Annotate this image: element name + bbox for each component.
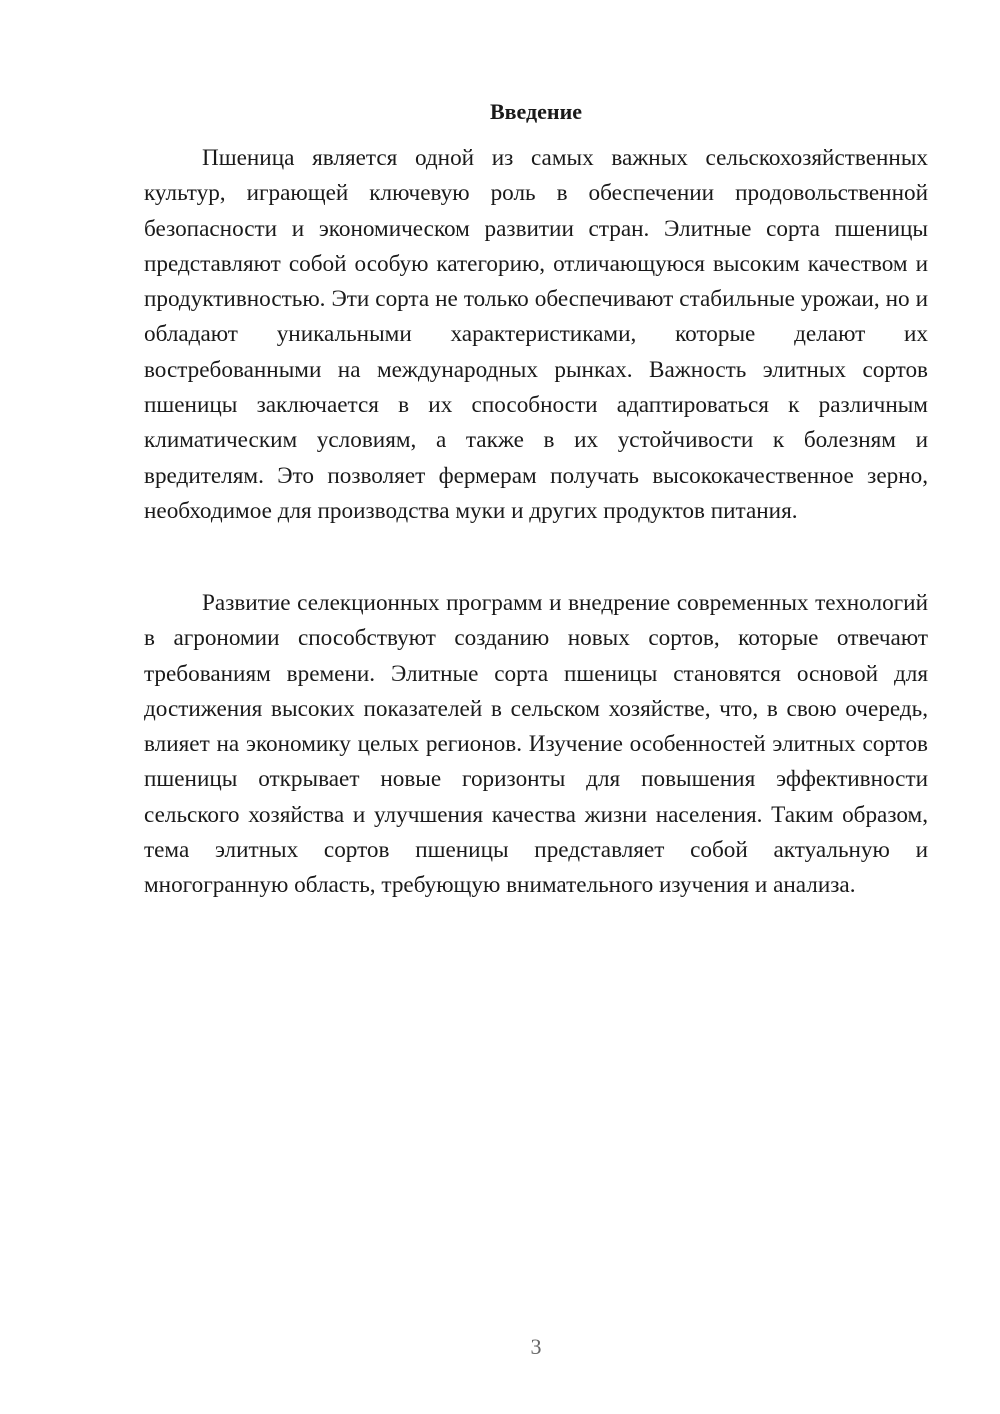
- paragraph-2: Развитие селекционных программ и внедрение современных технологий в агрономии способствуют созданию новых сортов, которые отвечают требованиям времени. Элитные сорта пшеницы становятся основой для достижения высоких показателей в сельском хозяйстве, что, в свою очередь, влияет на экономику целых регионов. Изучение особенностей элитных сортов пшеницы открывает новые горизонты для повышения эффективности сельского хозяйства и улучшения качества жизни населения. Таким образом, тема элитных сортов пшеницы представляет собой актуальную и многогранную область, требующую внимательного изучения и анализа.: [144, 590, 928, 899]
- page-number: 3: [530, 1334, 542, 1359]
- section-title: Введение: [489, 99, 583, 124]
- paragraph-1: Пшеница является одной из самых важных сельскохозяйственных культур, играющей ключевую роль в обеспечении продовольственной безопасности и экономическом развитии стран. Элитные сорта пшеницы представляют собой особую категорию, отличающуюся высоким качеством и продуктивностью. Эти сорта не только обеспечивают стабильные урожаи, но и обладают уникальными характеристиками, которые делают их востребованными на международных рынках. Важность элитных сортов пшеницы заключается в их способности адаптироваться к различным климатическим условиям, а также в их устойчивости к болезням и вредителям. Это позволяет фермерам получать высококачественное зерно, необходимое для производства муки и других продуктов питания.: [144, 145, 928, 524]
